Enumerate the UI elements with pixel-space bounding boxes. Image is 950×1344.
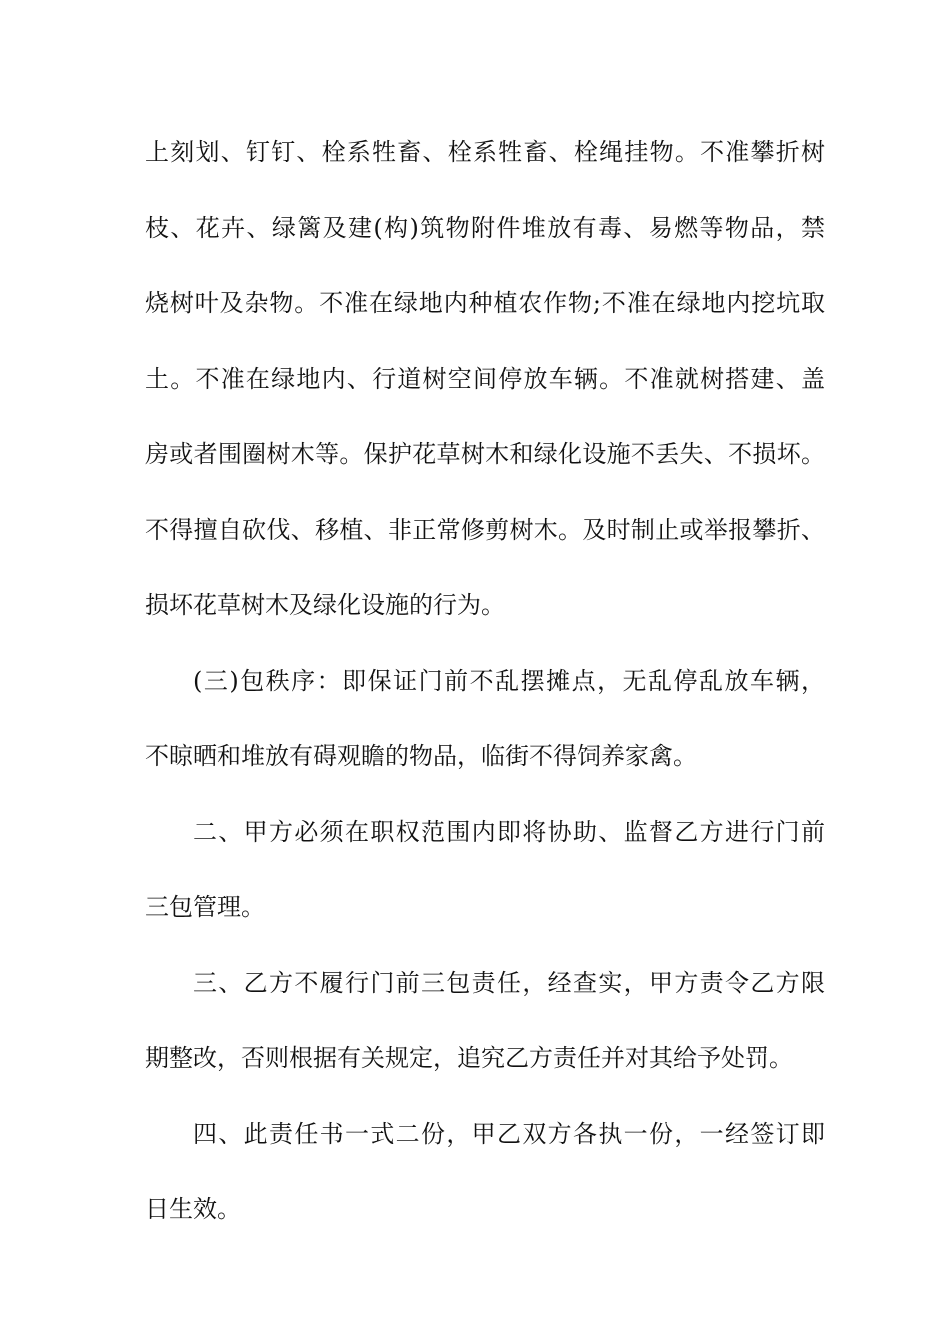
paragraph-first-line: 三、乙方不履行门前三包责任，经查实，甲方责令乙方限 bbox=[193, 968, 825, 997]
text-line: 枝、花卉、绿篱及建(构)筑物附件堆放有毒、易燃等物品，禁 bbox=[145, 213, 825, 242]
paragraph-first-line: 二、甲方必须在职权范围内即将协助、监督乙方进行门前 bbox=[193, 817, 825, 846]
text-line: 日生效。 bbox=[145, 1195, 241, 1223]
text-line: 不得擅自砍伐、移植、非正常修剪树木。及时制止或举报攀折、 bbox=[145, 515, 825, 544]
text-line: 上刻划、钉钉、栓系牲畜、栓系牲畜、栓绳挂物。不准攀折树 bbox=[145, 138, 825, 166]
text-line: 房或者围圈树木等。保护花草树木和绿化设施不丢失、不损坏。 bbox=[145, 440, 825, 468]
text-line: 烧树叶及杂物。不准在绿地内种植农作物;不准在绿地内挖坑取 bbox=[145, 289, 825, 317]
paragraph-first-line: (三)包秩序：即保证门前不乱摆摊点，无乱停乱放车辆， bbox=[193, 666, 825, 695]
text-line: 期整改，否则根据有关规定，追究乙方责任并对其给予处罚。 bbox=[145, 1044, 793, 1072]
text-line: 土。不准在绿地内、行道树空间停放车辆。不准就树搭建、盖 bbox=[145, 364, 825, 393]
document-body bbox=[145, 126, 825, 1259]
paragraph-first-line: 四、此责任书一式二份，甲乙双方各执一份，一经签订即 bbox=[193, 1119, 825, 1148]
text-line: 损坏花草树木及绿化设施的行为。 bbox=[145, 591, 505, 619]
text-line: 三包管理。 bbox=[145, 893, 265, 921]
text-line: 不晾晒和堆放有碍观瞻的物品，临街不得饲养家禽。 bbox=[145, 742, 697, 770]
